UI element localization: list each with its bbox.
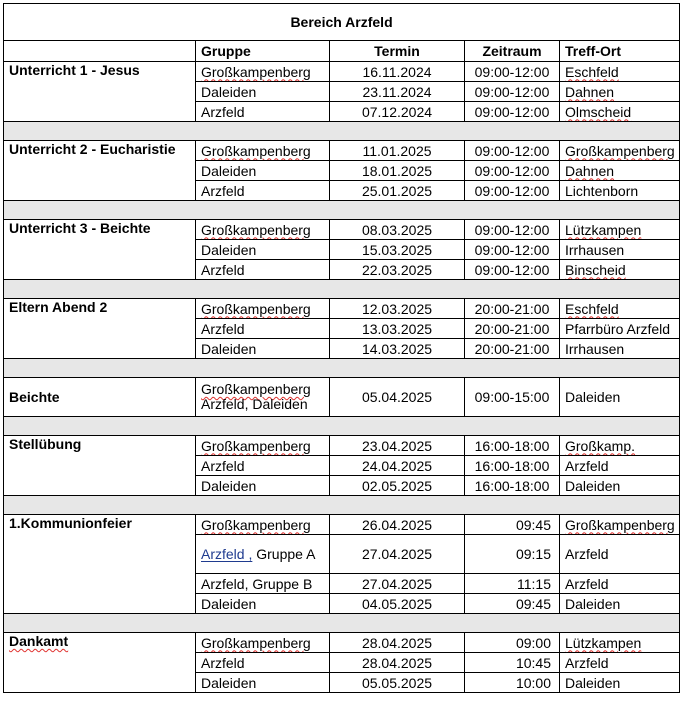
section-label: Dankamt — [4, 633, 196, 693]
group-cell: Arzfeld , Gruppe A — [196, 535, 330, 574]
time-cell: 16:00-18:00 — [465, 456, 560, 476]
table-row — [4, 378, 680, 417]
date-cell: 02.05.2025 — [330, 476, 465, 496]
spacer-row — [4, 122, 680, 141]
group-cell: Daleiden — [196, 82, 330, 102]
date-cell: 15.03.2025 — [330, 240, 465, 260]
place-cell: Daleiden — [560, 594, 680, 614]
group-cell: Arzfeld — [196, 456, 330, 476]
place-cell: Lichtenborn — [560, 181, 680, 201]
place-cell: Dahnen — [560, 161, 680, 181]
group-cell: Arzfeld — [196, 319, 330, 339]
time-cell: 09:15 — [465, 535, 560, 574]
place-cell: Großkampenberg — [560, 515, 680, 535]
place-cell: Daleiden — [560, 378, 680, 417]
section-label: Eltern Abend 2 — [4, 299, 196, 359]
time-cell: 20:00-21:00 — [465, 339, 560, 359]
place-cell: Daleiden — [560, 476, 680, 496]
time-cell: 16:00-18:00 — [465, 476, 560, 496]
date-cell: 13.03.2025 — [330, 319, 465, 339]
time-cell: 11:15 — [465, 574, 560, 594]
time-cell: 09:00-15:00 — [465, 378, 560, 417]
spacer-row — [4, 359, 680, 378]
place-cell: Irrhausen — [560, 339, 680, 359]
date-cell: 05.04.2025 — [330, 378, 465, 417]
time-cell: 09:45 — [465, 515, 560, 535]
date-cell: 28.04.2025 — [330, 633, 465, 653]
date-cell: 26.04.2025 — [330, 515, 465, 535]
group-cell: Arzfeld — [196, 653, 330, 673]
schedule-document — [3, 3, 679, 693]
date-cell: 22.03.2025 — [330, 260, 465, 280]
group-cell: Daleiden — [196, 476, 330, 496]
header-empty — [4, 41, 196, 62]
table-row — [4, 220, 680, 240]
group-cell: Daleiden — [196, 594, 330, 614]
time-cell: 09:00-12:00 — [465, 240, 560, 260]
spacer-row — [4, 280, 680, 299]
place-cell: Olmscheid — [560, 102, 680, 122]
place-cell: Lützkampen — [560, 220, 680, 240]
table-row — [4, 62, 680, 82]
place-cell: Eschfeld — [560, 299, 680, 319]
place-cell: Arzfeld — [560, 535, 680, 574]
schedule-table — [3, 3, 680, 693]
table-row — [4, 436, 680, 456]
header-zeitraum: Zeitraum — [465, 41, 560, 62]
place-cell: Binscheid — [560, 260, 680, 280]
date-cell: 04.05.2025 — [330, 594, 465, 614]
time-cell: 20:00-21:00 — [465, 299, 560, 319]
date-cell: 11.01.2025 — [330, 141, 465, 161]
place-cell: Großkampenberg — [560, 141, 680, 161]
group-cell: Daleiden — [196, 240, 330, 260]
place-cell: Irrhausen — [560, 240, 680, 260]
date-cell: 08.03.2025 — [330, 220, 465, 240]
date-cell: 25.01.2025 — [330, 181, 465, 201]
section-label: 1.Kommunionfeier — [4, 515, 196, 614]
time-cell: 09:00-12:00 — [465, 62, 560, 82]
group-cell: Großkampenberg — [196, 62, 330, 82]
group-cell: Großkampenberg — [196, 515, 330, 535]
group-cell: Großkampenberg — [196, 141, 330, 161]
time-cell: 09:00-12:00 — [465, 82, 560, 102]
time-cell: 16:00-18:00 — [465, 436, 560, 456]
group-cell: Arzfeld — [196, 102, 330, 122]
date-cell: 18.01.2025 — [330, 161, 465, 181]
place-cell: Arzfeld — [560, 456, 680, 476]
header-termin: Termin — [330, 41, 465, 62]
section-label: Unterricht 2 - Eucharistie — [4, 141, 196, 201]
group-cell: Großkampenberg — [196, 436, 330, 456]
header-row — [4, 41, 680, 62]
group-cell: Großkampenberg Arzfeld, Daleiden — [196, 378, 330, 417]
header-gruppe: Gruppe — [196, 41, 330, 62]
spacer-row — [4, 496, 680, 515]
date-cell: 16.11.2024 — [330, 62, 465, 82]
place-cell: Großkamp. — [560, 436, 680, 456]
page-title: Bereich Arzfeld — [4, 4, 680, 41]
date-cell: 27.04.2025 — [330, 574, 465, 594]
date-cell: 28.04.2025 — [330, 653, 465, 673]
time-cell: 20:00-21:00 — [465, 319, 560, 339]
place-cell: Lützkampen — [560, 633, 680, 653]
group-cell: Arzfeld — [196, 181, 330, 201]
table-row — [4, 515, 680, 535]
place-cell: Pfarrbüro Arzfeld — [560, 319, 680, 339]
section-label: Stellübung — [4, 436, 196, 496]
place-cell: Daleiden — [560, 673, 680, 693]
section-label: Unterricht 1 - Jesus — [4, 62, 196, 122]
group-cell: Daleiden — [196, 161, 330, 181]
date-cell: 24.04.2025 — [330, 456, 465, 476]
date-cell: 05.05.2025 — [330, 673, 465, 693]
group-cell: Arzfeld, Gruppe B — [196, 574, 330, 594]
group-cell: Großkampenberg — [196, 299, 330, 319]
time-cell: 09:00 — [465, 633, 560, 653]
table-row — [4, 299, 680, 319]
spacer-row — [4, 201, 680, 220]
time-cell: 09:00-12:00 — [465, 102, 560, 122]
time-cell: 09:00-12:00 — [465, 161, 560, 181]
time-cell: 09:00-12:00 — [465, 220, 560, 240]
date-cell: 23.11.2024 — [330, 82, 465, 102]
time-cell: 09:45 — [465, 594, 560, 614]
time-cell: 09:00-12:00 — [465, 141, 560, 161]
group-cell: Daleiden — [196, 673, 330, 693]
title-row — [4, 4, 680, 41]
place-cell: Arzfeld — [560, 574, 680, 594]
group-cell: Daleiden — [196, 339, 330, 359]
place-cell: Dahnen — [560, 82, 680, 102]
group-cell: Großkampenberg — [196, 633, 330, 653]
table-row — [4, 141, 680, 161]
header-treff-ort: Treff-Ort — [560, 41, 680, 62]
date-cell: 27.04.2025 — [330, 535, 465, 574]
time-cell: 10:45 — [465, 653, 560, 673]
group-cell: Arzfeld — [196, 260, 330, 280]
group-cell: Großkampenberg — [196, 220, 330, 240]
time-cell: 10:00 — [465, 673, 560, 693]
date-cell: 07.12.2024 — [330, 102, 465, 122]
spacer-row — [4, 417, 680, 436]
time-cell: 09:00-12:00 — [465, 181, 560, 201]
time-cell: 09:00-12:00 — [465, 260, 560, 280]
spacer-row — [4, 614, 680, 633]
date-cell: 12.03.2025 — [330, 299, 465, 319]
table-row — [4, 633, 680, 653]
date-cell: 14.03.2025 — [330, 339, 465, 359]
section-label: Unterricht 3 - Beichte — [4, 220, 196, 280]
place-cell: Eschfeld — [560, 62, 680, 82]
section-label: Beichte — [4, 378, 196, 417]
place-cell: Arzfeld — [560, 653, 680, 673]
date-cell: 23.04.2025 — [330, 436, 465, 456]
